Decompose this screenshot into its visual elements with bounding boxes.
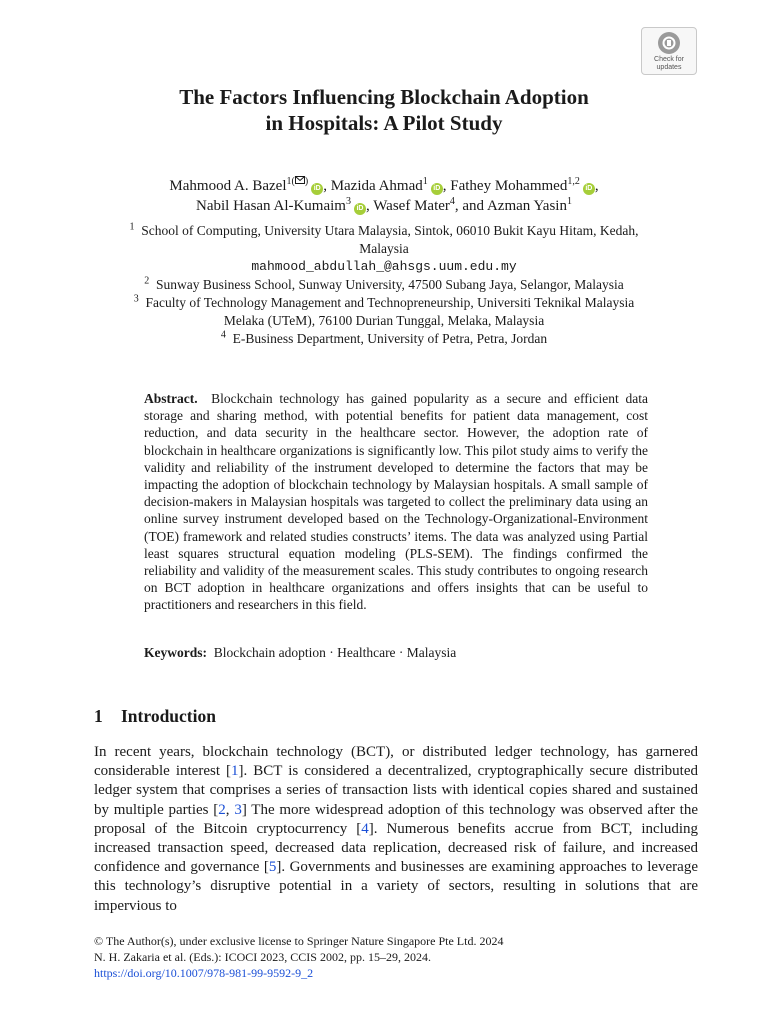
author-name: , Wasef Mater <box>365 198 450 214</box>
introduction-paragraph: In recent years, blockchain technology (BCT), or distributed ledger technology, has garnered considerable interest [1]. BCT is considered a decentralized, cryptographically secure distributed ledger system that comprises a series of transaction lists with identical copies shared and sustained by multiple parties [2, 3] The more widespread adoption of this technology was observed after the proposal of the Bitcoin cryptocurrency [4]. Numerous benefits accrue from BCT, including increased transaction speed, decreased data replication, decreased risk of failure, and increased confidence and governance [5]. Governments and businesses are examining approaches to leverage this technology’s disruptive potential in a variety of sectors, resulting in solutions that are impervious to <box>94 744 699 914</box>
orcid-icon[interactable]: iD <box>354 203 366 215</box>
orcid-icon[interactable]: iD <box>583 183 595 195</box>
author-email[interactable]: mahmood_abdullah_@ahsgs.uum.edu.my <box>251 259 517 274</box>
affiliation-2: $^2$ Sunway Business School, Sunway University, 47500 Subang Jaya, Selangor, Malaysia <box>144 275 624 292</box>
section-heading <box>94 706 216 727</box>
author-name: , and Azman Yasin <box>454 198 567 214</box>
citation-link[interactable]: 5 <box>268 859 277 876</box>
affiliation-3: $^3$ Faculty of Technology Management and Technopreneurship, Universiti Teknikal Malaysia <box>133 293 635 310</box>
citation-link[interactable]: 3 <box>234 801 242 818</box>
keywords <box>144 644 648 661</box>
affiliation-1: $^1$ School of Computing, University Utara Malaysia, Sintok, 06010 Bukit Kayu Hitam, Kedah, <box>129 221 639 238</box>
paper-title <box>100 84 668 136</box>
section-number: 1 <box>94 706 103 726</box>
citation-link[interactable]: 2 <box>218 801 226 818</box>
abstract-text: Blockchain technology has gained popularity as a secure and efficient data storage and sharing method, with potential benefits for patient data management, cost reduction, and data security in the healthcare sector. However, the adoption rate of blockchain in healthcare organizations is significantly low. This pilot study aims to verify the validity and reliability of the instrument developed to determine the factors that may be impacting the adoption of blockchain technology by Malaysian hospitals. A small sample of decision-makers in Malaysian hospitals was targeted to collect the preliminary data using an online survey instrument developed based on the Technology-Organizational-Environment (TOE) framework and related studies constructs’ items. The data was analyzed using Partial least squares structural equation modeling (PLS-SEM). The findings confirmed the reliability and validity of the measurement scales. This study contributes to ongoing research on BCT adoption in healthcare organizations and offers insights that can be useful to practitioners and researchers in this field. <box>144 391 649 613</box>
author-name: , Mazida Ahmad <box>323 178 423 194</box>
orcid-icon[interactable]: iD <box>311 183 323 195</box>
page-footer <box>94 933 503 981</box>
check-for-updates-icon <box>658 32 680 54</box>
badge-label: Check for updates <box>654 56 684 71</box>
license-notice: © The Author(s), under exclusive license to Springer Nature Singapore Pte Ltd. 2024 <box>94 934 504 948</box>
citation-info: N. H. Zakaria et al. (Eds.): ICOCI 2023, CCIS 2002, pp. 15–29, 2024. <box>94 950 431 964</box>
affiliation-1-cont: Malaysia <box>359 241 409 256</box>
abstract-label: Abstract. <box>144 391 198 406</box>
orcid-icon[interactable]: iD <box>431 183 443 195</box>
author-list <box>80 176 688 216</box>
envelope-icon[interactable] <box>295 176 305 184</box>
title-line-1: The Factors Influencing Blockchain Adoption <box>179 85 589 109</box>
doi-link[interactable]: https://doi.org/10.1007/978-981-99-9592-9_2 <box>94 966 314 980</box>
author-name: Mahmood A. Bazel <box>169 178 287 194</box>
author-name: , Fathey Mohammed <box>442 178 568 194</box>
author-line-2: Nabil Hasan Al-Kumaim$^3$iD , Wasef Mater$^4$, and Azman Yasin$^1$ <box>196 196 572 214</box>
author-line-1: Mahmood A. Bazel$^{1( )}$iD , Mazida Ahmad$^1$iD , Fathey Mohammed$^{1,2}$iD , <box>169 176 599 194</box>
abstract <box>144 390 648 614</box>
keywords-text: Blockchain adoption · Healthcare · Malaysia <box>213 645 457 660</box>
citation-link[interactable]: 4 <box>361 820 369 837</box>
author-name: Nabil Hasan Al-Kumaim <box>196 198 346 214</box>
section-title: Introduction <box>121 706 216 726</box>
affiliations <box>80 222 688 348</box>
affiliation-3-cont: Melaka (UTeM), 76100 Durian Tunggal, Melaka, Malaysia <box>223 313 545 328</box>
keywords-label: Keywords: <box>144 645 207 660</box>
citation-link[interactable]: 1 <box>231 763 239 780</box>
affiliation-4: $^4$ E-Business Department, University of Petra, Petra, Jordan <box>220 329 548 346</box>
title-line-2: in Hospitals: A Pilot Study <box>265 111 503 135</box>
check-for-updates-badge[interactable] <box>641 27 697 75</box>
